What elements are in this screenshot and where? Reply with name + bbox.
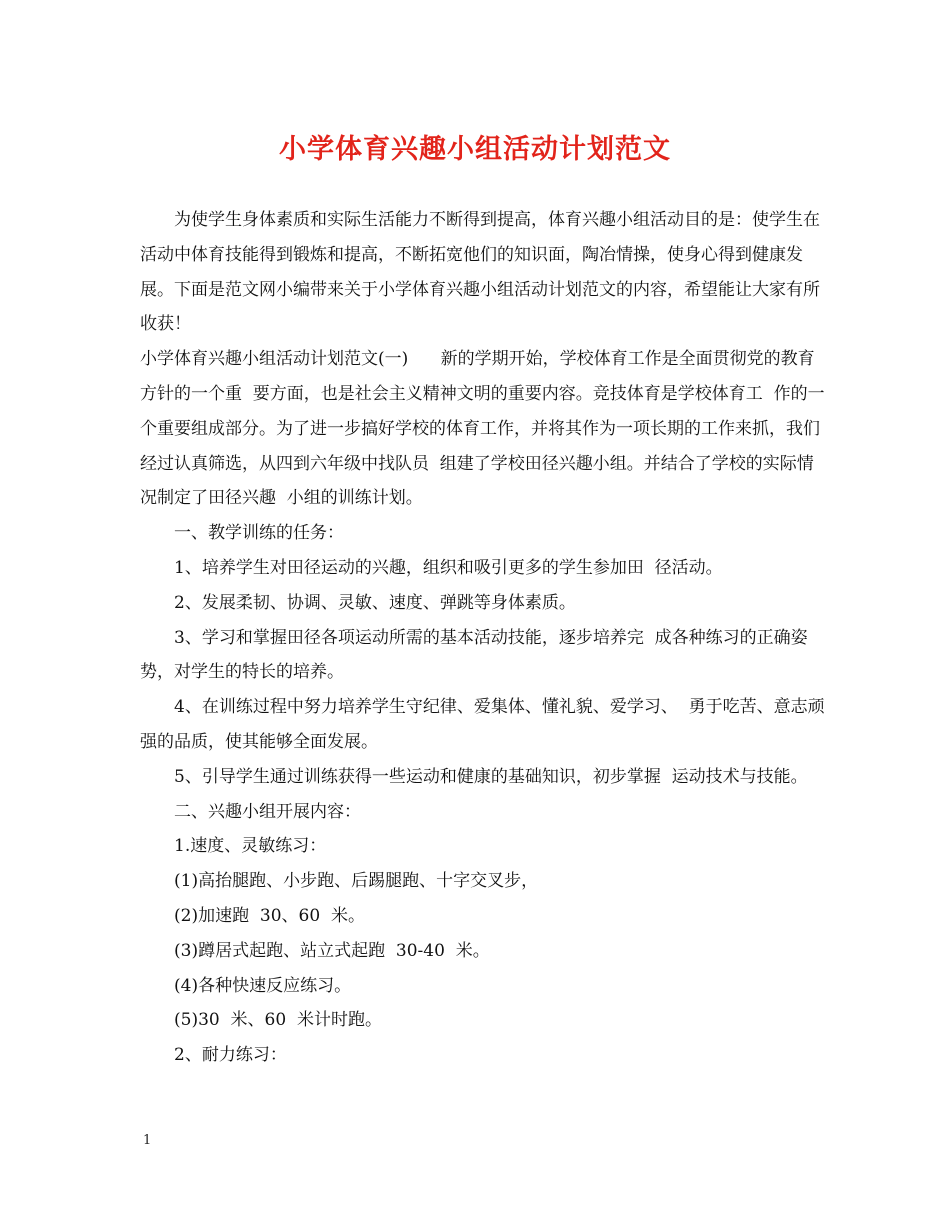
page-number: 1: [143, 1133, 152, 1148]
paragraph: 2、发展柔韧、协调、灵敏、速度、弹跳等身体素质。: [174, 592, 576, 613]
paragraph: (4)各种快速反应练习。: [174, 975, 352, 996]
paragraph: (2)加速跑 30、60 米。: [174, 905, 365, 926]
paragraph: (3)蹲居式起跑、站立式起跑 30-40 米。: [174, 940, 490, 961]
paragraph: 一、教学训练的任务：: [174, 523, 344, 544]
document-body: [140, 203, 830, 1073]
paragraph: 4、在训练过程中努力培养学生守纪律、爱集体、懂礼貌、爱学习、 勇于吃苦、意志顽强的品质，使其能够全面发展。: [140, 697, 825, 752]
paragraph: 为使学生身体素质和实际生活能力不断得到提高，体育兴趣小组活动目的是：使学生在活动中体育技能得到锻炼和提高，不断拓宽他们的知识面，陶冶情操，使身心得到健康发展。下面是范文网小编带来关于小学体育兴趣小组活动计划范文的内容，希望能让大家有所收获！: [140, 210, 820, 335]
paragraph: (1)高抬腿跑、小步跑、后踢腿跑、十字交叉步，: [174, 871, 539, 892]
paragraph: 1、培养学生对田径运动的兴趣，组织和吸引更多的学生参加田 径活动。: [174, 557, 723, 578]
paragraph: (5)30 米、60 米计时跑。: [174, 1010, 382, 1031]
paragraph: 5、引导学生通过训练获得一些运动和健康的基础知识，初步掌握 运动技术与技能。: [174, 766, 808, 787]
paragraph: 小学体育兴趣小组活动计划范文(一) 新的学期开始，学校体育工作是全面贯彻党的教育方针的一个重 要方面，也是社会主义精神文明的重要内容。竞技体育是学校体育工 作的一个重要组成部分。为了进一步搞好学校的体育工作，并将其作为一项长期的工作来抓，我们经过认真筛选，从四到六年级中找队员 组建了学校田径兴趣小组。并结合了学校的实际情况制定了田径兴趣 小组的训练计划。: [140, 349, 825, 509]
paragraph: 3、学习和掌握田径各项运动所需的基本活动技能，逐步培养完 成各种练习的正确姿势，对学生的特长的培养。: [140, 627, 808, 683]
paragraph: 二、兴趣小组开展内容：: [174, 801, 361, 822]
paragraph: 2、耐力练习：: [174, 1045, 287, 1066]
paragraph: 1.速度、灵敏练习：: [174, 836, 327, 857]
document-title: 小学体育兴趣小组活动计划范文: [279, 134, 671, 165]
